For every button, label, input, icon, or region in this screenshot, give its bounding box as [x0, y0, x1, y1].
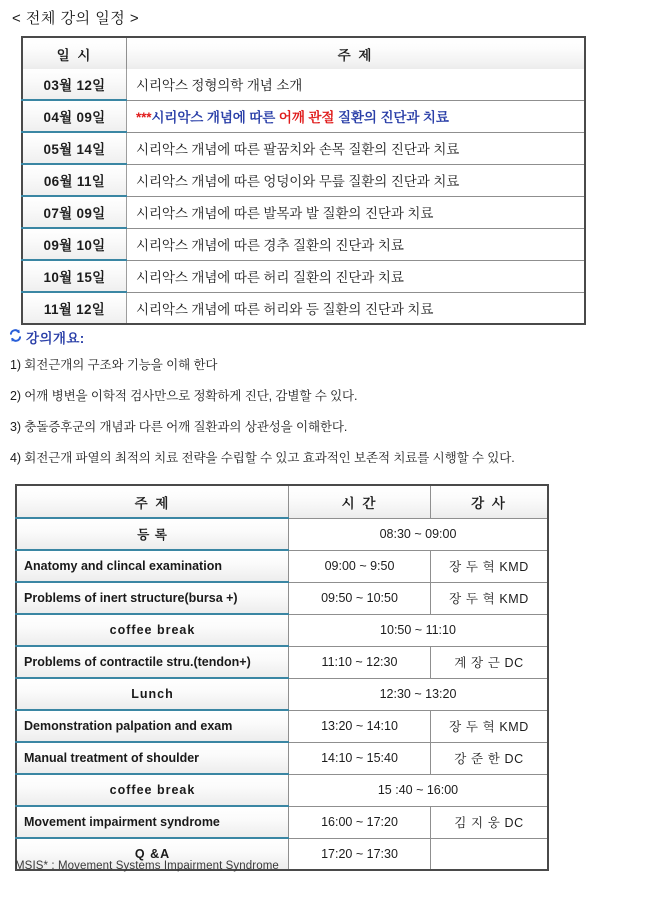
outline-item-1: 1) 회전근개의 구조와 기능을 이해 한다	[10, 358, 218, 372]
schedule-topic-segment: 어깨 관절	[278, 110, 338, 125]
table-row	[22, 260, 585, 292]
program-subject-cell: coffee break	[16, 774, 289, 806]
schedule-topic-cell: 시리악스 개념에 따른 허리와 등 질환의 진단과 치료	[127, 292, 586, 324]
schedule-header-topic: 주 제	[127, 37, 586, 69]
table-row	[16, 582, 548, 614]
program-teacher-cell: 강 준 한 DC	[431, 742, 549, 774]
schedule-date-cell: 09월 10일	[22, 228, 127, 260]
schedule-date-cell: 03월 12일	[22, 69, 127, 100]
table-row	[22, 132, 585, 164]
table-row	[16, 774, 548, 806]
program-subject-cell: Manual treatment of shoulder	[16, 742, 289, 774]
program-time-cell: 14:10 ~ 15:40	[289, 742, 431, 774]
program-time-cell: 08:30 ~ 09:00	[289, 518, 549, 550]
schedule-topic-cell	[127, 100, 586, 132]
schedule-table-head	[22, 37, 585, 69]
outline-item-3: 3) 충돌증후군의 개념과 다른 어깨 질환과의 상관성을 이해한다.	[10, 420, 348, 434]
program-teacher-cell: 장 두 혁 KMD	[431, 550, 549, 582]
table-row	[22, 100, 585, 132]
program-time-cell: 11:10 ~ 12:30	[289, 646, 431, 678]
table-row	[22, 164, 585, 196]
program-time-cell: 15 :40 ~ 16:00	[289, 774, 549, 806]
schedule-topic-segment: 시리악스 개념에 따른	[151, 110, 279, 125]
schedule-date-cell: 10월 15일	[22, 260, 127, 292]
table-row	[16, 646, 548, 678]
program-teacher-cell: 계 장 근 DC	[431, 646, 549, 678]
table-row	[22, 69, 585, 100]
outline-item-4: 4) 회전근개 파열의 최적의 치료 전략을 수립할 수 있고 효과적인 보존적 치료를 시행할 수 있다.	[10, 451, 515, 465]
table-row	[22, 228, 585, 260]
schedule-topic-segment: ***	[136, 110, 152, 125]
program-teacher-cell: 장 두 혁 KMD	[431, 582, 549, 614]
lecture-outline-title: 강의개요:	[26, 331, 85, 346]
program-teacher-cell: 장 두 혁 KMD	[431, 710, 549, 742]
program-subject-cell: Problems of inert structure(bursa +)	[16, 582, 289, 614]
program-subject-cell: Anatomy and clincal examination	[16, 550, 289, 582]
schedule-date-cell: 11월 12일	[22, 292, 127, 324]
program-header-teacher: 강 사	[431, 485, 549, 518]
program-header-row	[16, 485, 548, 518]
table-row	[16, 518, 548, 550]
program-teacher-cell	[431, 838, 549, 870]
program-time-cell: 09:00 ~ 9:50	[289, 550, 431, 582]
program-subject-cell: 등 록	[16, 518, 289, 550]
schedule-topic-segment: 질환의 진단과 치료	[337, 110, 449, 125]
table-row	[16, 550, 548, 582]
schedule-date-cell: 05월 14일	[22, 132, 127, 164]
schedule-header-date: 일 시	[22, 37, 127, 69]
schedule-topic-cell: 시리악스 개념에 따른 허리 질환의 진단과 치료	[127, 260, 586, 292]
program-subject-cell: Demonstration palpation and exam	[16, 710, 289, 742]
schedule-topic-cell: 시리악스 개념에 따른 발목과 발 질환의 진단과 치료	[127, 196, 586, 228]
program-time-cell: 12:30 ~ 13:20	[289, 678, 549, 710]
outline-item-2: 2) 어깨 병변을 이학적 검사만으로 정확하게 진단, 감별할 수 있다.	[10, 389, 358, 403]
program-table-body	[16, 518, 548, 870]
program-header-time: 시 간	[289, 485, 431, 518]
program-table	[15, 484, 549, 871]
program-time-cell: 10:50 ~ 11:10	[289, 614, 549, 646]
schedule-topic-cell: 시리악스 개념에 따른 엉덩이와 무릎 질환의 진단과 치료	[127, 164, 586, 196]
lecture-outline-section	[8, 327, 656, 465]
program-time-cell: 13:20 ~ 14:10	[289, 710, 431, 742]
schedule-date-cell: 07월 09일	[22, 196, 127, 228]
program-subject-cell: Problems of contractile stru.(tendon+)	[16, 646, 289, 678]
table-row	[16, 678, 548, 710]
table-row	[16, 806, 548, 838]
schedule-topic-cell: 시리악스 정형의학 개념 소개	[136, 78, 303, 94]
program-header-subject: 주 제	[16, 485, 289, 518]
schedule-topic-cell: 시리악스 개념에 따른 팔꿈치와 손목 질환의 진단과 치료	[127, 132, 586, 164]
table-row	[16, 742, 548, 774]
program-time-cell: 09:50 ~ 10:50	[289, 582, 431, 614]
lecture-outline-heading	[8, 327, 656, 347]
program-subject-cell: Lunch	[16, 678, 289, 710]
program-time-cell: 17:20 ~ 17:30	[289, 838, 431, 870]
program-subject-cell: Q &A	[16, 838, 289, 870]
schedule-date-cell: 06월 11일	[22, 164, 127, 196]
program-table-head	[16, 485, 548, 518]
cycle-arrows-icon	[8, 328, 23, 346]
table-row	[16, 710, 548, 742]
footnote: MSIS* : Movement Systems Impairment Syndrome	[15, 860, 279, 872]
program-subject-cell: Movement impairment syndrome	[16, 806, 289, 838]
program-time-cell: 16:00 ~ 17:20	[289, 806, 431, 838]
schedule-date-cell: 04월 09일	[22, 100, 127, 132]
table-row	[16, 614, 548, 646]
table-row	[22, 292, 585, 324]
schedule-table	[21, 36, 586, 325]
table-row	[22, 196, 585, 228]
schedule-topic-cell: 시리악스 개념에 따른 경추 질환의 진단과 치료	[127, 228, 586, 260]
schedule-table-body	[22, 69, 585, 324]
schedule-header-row	[22, 37, 585, 69]
page-title: < 전체 강의 일정 >	[12, 10, 140, 27]
program-teacher-cell: 김 지 웅 DC	[431, 806, 549, 838]
program-subject-cell: coffee break	[16, 614, 289, 646]
